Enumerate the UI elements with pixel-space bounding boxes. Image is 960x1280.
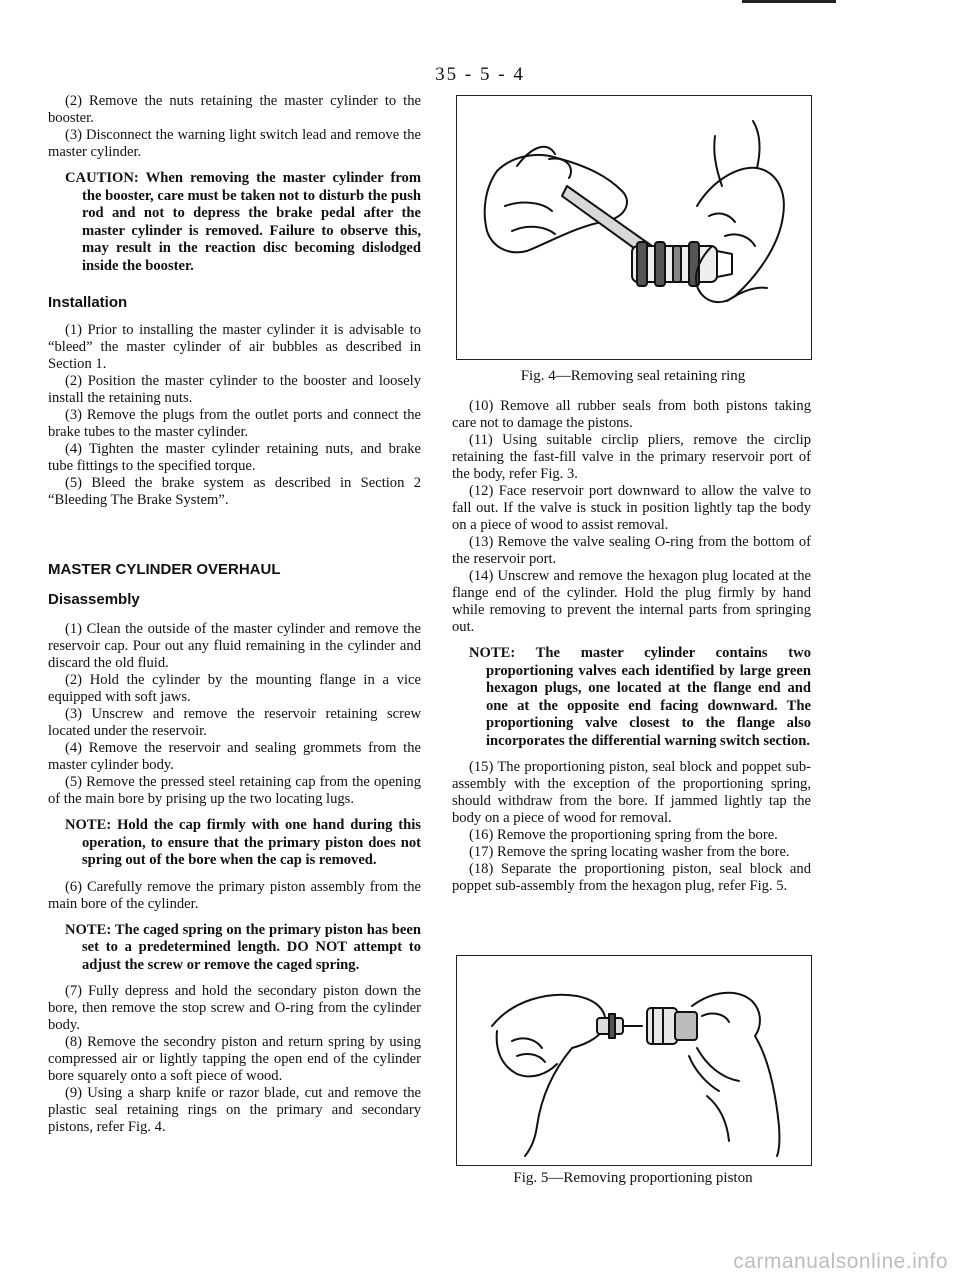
installation-step: (3) Remove the plugs from the outlet ports and connect the brake tubes to the master cylinder. [48, 407, 421, 440]
installation-step: (2) Position the master cylinder to the booster and loosely install the retaining nuts. [48, 373, 421, 406]
right-column [452, 398, 811, 895]
disassembly-step: (4) Remove the reservoir and sealing grommets from the master cylinder body. [48, 740, 421, 773]
page-number: 35 - 5 - 4 [435, 64, 525, 85]
disassembly-step: (18) Separate the proportioning piston, seal block and poppet sub-assembly from the hexagon plug, refer Fig. 5. [452, 861, 811, 894]
spring-note: NOTE: The caged spring on the primary piston has been set to a predetermined length. DO NOT attempt to adjust the screw or remove the caged spring. [65, 921, 421, 973]
disassembly-step: (2) Hold the cylinder by the mounting flange in a vice equipped with soft jaws. [48, 672, 421, 705]
figure-5-illustration [456, 955, 812, 1166]
figure-4-illustration [456, 95, 812, 360]
disassembly-step: (7) Fully depress and hold the secondary piston down the bore, then remove the stop screw and O-ring from the cylinder body. [48, 983, 421, 1033]
disassembly-step: (3) Unscrew and remove the reservoir retaining screw located under the reservoir. [48, 706, 421, 739]
proportioning-piston-drawing [457, 956, 811, 1165]
disassembly-step: (17) Remove the spring locating washer from the bore. [469, 844, 790, 860]
disassembly-step: (5) Remove the pressed steel retaining cap from the opening of the main bore by prising up the two locating lugs. [48, 774, 421, 807]
left-column [48, 93, 421, 1136]
installation-step: (5) Bleed the brake system as described in Section 2 “Bleeding The Brake System”. [48, 475, 421, 508]
disassembly-step: (11) Using suitable circlip pliers, remove the circlip retaining the fast-fill valve in the primary reservoir port of the body, refer Fig. 3. [452, 432, 811, 482]
disassembly-step: (16) Remove the proportioning spring from the bore. [469, 827, 778, 843]
disassembly-step: (1) Clean the outside of the master cylinder and remove the reservoir cap. Pour out any fluid remaining in the cylinder and discard the old fluid. [48, 621, 421, 671]
figure-5-caption: Fig. 5—Removing proportioning piston [513, 1170, 753, 1186]
installation-step: (1) Prior to installing the master cylinder it is advisable to “bleed” the master cylinder of air bubbles as described in Section 1. [48, 322, 421, 372]
overhaul-heading: MASTER CYLINDER OVERHAUL [48, 561, 281, 578]
figure-4-caption: Fig. 4—Removing seal retaining ring [520, 368, 746, 384]
installation-step: (4) Tighten the master cylinder retaining nuts, and brake tube fittings to the specified torque. [48, 441, 421, 474]
removal-step: (2) Remove the nuts retaining the master cylinder to the booster. [48, 93, 421, 126]
disassembly-step: (15) The proportioning piston, seal block and poppet sub-assembly with the exception of the proportioning spring, should withdraw from the bore. If jammed lightly tap the body on a piece of wood for removal. [452, 759, 811, 826]
removal-step: (3) Disconnect the warning light switch lead and remove the master cylinder. [48, 127, 421, 160]
caution-note: CAUTION: When removing the master cylinder from the booster, care must be taken not to disturb the push rod and not to depress the brake pedal after the master cylinder is removed. Failure to observe this, may result in the reaction disc becoming dislodged inside the booster. [65, 170, 421, 274]
proportioning-valves-note: NOTE: The master cylinder contains two proportioning valves each identified by large green hexagon plugs, one located at the flange end and one at the opposite end facing downward. The proportioning valve closest to the flange also incorporates the differential warning switch section. [469, 645, 811, 749]
disassembly-step: (6) Carefully remove the primary piston assembly from the main bore of the cylinder. [48, 878, 421, 912]
top-rule [742, 0, 836, 3]
disassembly-step: (10) Remove all rubber seals from both pistons taking care not to damage the pistons. [452, 398, 811, 431]
seal-ring-removal-drawing [457, 96, 811, 359]
disassembly-step: (9) Using a sharp knife or razor blade, cut and remove the plastic seal retaining rings on the primary and secondary pistons, refer Fig. 4. [48, 1085, 421, 1135]
disassembly-step: (13) Remove the valve sealing O-ring from the bottom of the reservoir port. [452, 534, 811, 567]
disassembly-step: (12) Face reservoir port downward to allow the valve to fall out. If the valve is stuck in position lightly tap the body on a piece of wood to assist removal. [452, 483, 811, 533]
installation-heading: Installation [48, 294, 128, 311]
disassembly-heading: Disassembly [48, 591, 140, 608]
site-watermark: carmanualsonline.info [733, 1250, 948, 1273]
disassembly-step: (14) Unscrew and remove the hexagon plug located at the flange end of the cylinder. Hold the plug firmly by hand while removing to prevent the internal parts from springing out. [452, 568, 811, 635]
disassembly-step: (8) Remove the secondry piston and return spring by using compressed air or lightly tapping the open end of the cylinder bore squarely onto a soft piece of wood. [48, 1034, 421, 1084]
cap-note: NOTE: Hold the cap firmly with one hand during this operation, to ensure that the primary piston does not spring out of the bore when the cap is removed. [65, 817, 421, 868]
